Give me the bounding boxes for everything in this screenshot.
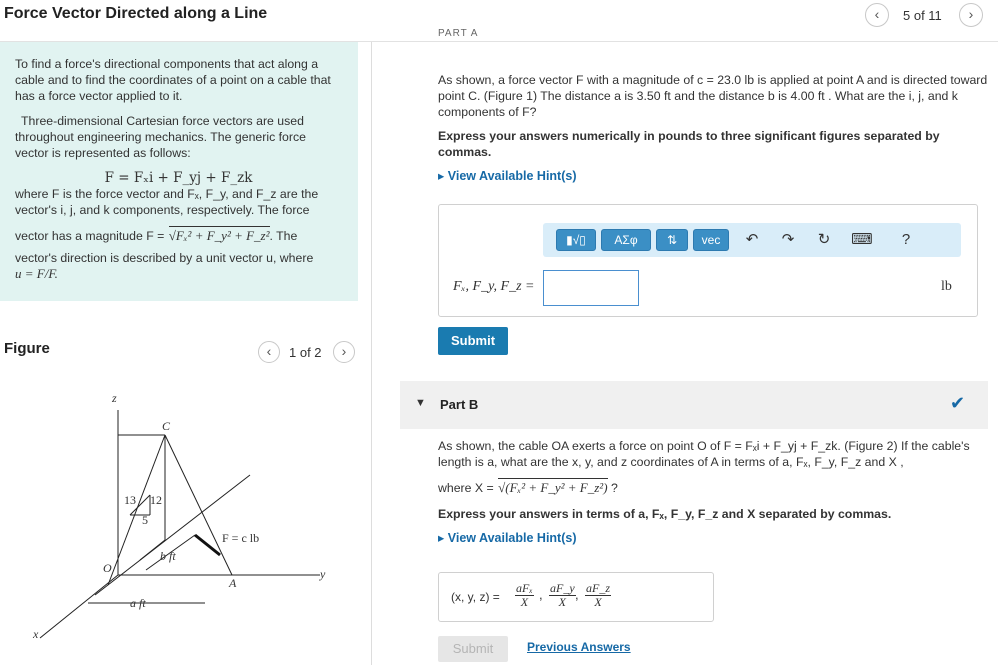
- figure-page-indicator: 1 of 2: [289, 345, 322, 360]
- magnitude-sqrt: √Fₓ² + F_y² + F_z²: [168, 228, 270, 243]
- part-b-question: As shown, the cable OA exerts a force on point O of F = Fₓi + F_yj + F_zk. (Figure 2) If the cable's length is a, what are the x, y, and z coordinates of A in terms of a, Fₓ, F_y, F_z and X ,: [438, 439, 970, 469]
- figure-next-button[interactable]: [333, 341, 355, 363]
- chevron-left-icon: ‹: [266, 343, 272, 359]
- xyz-label: (x, y, z) =: [451, 590, 500, 604]
- page-indicator: 5 of 11: [903, 8, 942, 23]
- force-vector-formula: F = Fₓi + F_yj + F_zk: [104, 170, 253, 186]
- force-label: F = c lb: [222, 531, 260, 545]
- next-page-button[interactable]: [959, 3, 983, 27]
- origin-label: O: [103, 561, 112, 575]
- intro-paragraph: Three-dimensional Cartesian force vectors are used throughout engineering mechanics. The generic force vector is represented as follows:: [15, 114, 306, 160]
- unit-vector-formula: u = F/F.: [15, 266, 58, 281]
- chevron-right-icon: ›: [341, 343, 347, 359]
- figure-heading: Figure: [4, 340, 50, 357]
- slope-12-label: 12: [150, 493, 162, 507]
- learning-goal-panel: [0, 42, 358, 301]
- part-b-header[interactable]: [400, 381, 988, 429]
- part-b-title: Part B: [440, 397, 479, 412]
- templates-button[interactable]: ▮√▯: [556, 229, 596, 251]
- vec-button[interactable]: vec: [693, 229, 729, 251]
- part-a-content: [438, 72, 988, 184]
- prev-page-button[interactable]: [865, 3, 889, 27]
- part-a-hint-link[interactable]: ▸ View Available Hint(s): [438, 169, 577, 183]
- slope-13-label: 13: [124, 493, 136, 507]
- undo-icon[interactable]: ↶: [745, 231, 759, 248]
- part-a-question: As shown, a force vector F with a magnitude of c = 23.0 lb is applied at point A and is directed toward point C. (Figure 1) The distance a is 3.50 ft and the distance b is 4.00 ft . What are the i, j, and k components of F?: [438, 73, 988, 119]
- z-label: z: [112, 391, 117, 405]
- x-label: x: [33, 627, 39, 641]
- a-dim-label: a ft: [130, 596, 146, 610]
- answer-input[interactable]: [543, 270, 639, 306]
- column-divider: [371, 42, 372, 665]
- intro-paragraph: To find a force's directional components that act along a cable and to find the coordinates of a point on a cable that has a force vector applied to it.: [15, 57, 331, 103]
- magnitude-line: vector has a magnitude F = √Fₓ² + F_y² + F_z². The: [15, 228, 298, 243]
- x-sqrt: √(Fₓ² + F_y² + F_z²): [498, 480, 608, 495]
- force-arrow: [195, 535, 220, 555]
- keyboard-icon[interactable]: ⌨: [851, 231, 873, 248]
- part-a-instructions: Express your answers numerically in pounds to three significant figures separated by commas.: [438, 129, 940, 159]
- x-axis: [40, 575, 118, 638]
- page-title: Force Vector Directed along a Line: [4, 5, 268, 22]
- check-icon: ✔: [950, 393, 966, 413]
- part-a-submit-button[interactable]: Submit: [438, 327, 508, 355]
- answer-label: Fₓ, F_y, F_z =: [453, 279, 535, 294]
- figure-diagram: [0, 380, 360, 665]
- part-b-hint-link[interactable]: ▸ View Available Hint(s): [438, 531, 577, 545]
- intro-paragraph: vector's direction is described by a unit vector u, where: [15, 251, 314, 265]
- answer-fraction-z: $\frac{aF\_z}{X}$: [586, 581, 610, 609]
- part-a-strip: PART A: [438, 28, 479, 39]
- part-b-submit-button[interactable]: Submit: [438, 636, 508, 662]
- intro-paragraph: where F is the force vector and Fₓ, F_y, and F_z are the vector's i, j, and k components, respectively. The force: [15, 187, 319, 217]
- math-toolbar: [543, 223, 961, 257]
- point-a-label: A: [229, 576, 237, 590]
- caret-down-icon: ▼: [415, 397, 426, 409]
- part-b-instructions: Express your answers in terms of a, Fₓ, F_y, F_z and X separated by commas.: [438, 507, 892, 521]
- greek-button[interactable]: ΑΣφ: [601, 229, 651, 251]
- part-a-answer-box: [438, 204, 978, 317]
- chevron-left-icon: ‹: [874, 6, 880, 22]
- slope-5-label: 5: [142, 513, 148, 527]
- part-b-content: [438, 438, 988, 546]
- part-b-answer-box: (x, y, z) = aFₓ X , $\frac{aF\_y}{X}$ , $\frac{aF\_z}{X}$: [438, 572, 714, 622]
- figure-prev-button[interactable]: [258, 341, 280, 363]
- b-dim-label: b ft: [160, 549, 176, 563]
- answer-fraction-y: $\frac{aF\_y}{X}$: [550, 581, 575, 609]
- reset-icon[interactable]: ↻: [817, 231, 831, 248]
- redo-icon[interactable]: ↷: [781, 231, 795, 248]
- chevron-right-icon: ›: [968, 6, 974, 22]
- answer-fraction-x: aFₓ X: [516, 581, 533, 609]
- point-c-label: C: [162, 419, 171, 433]
- answer-unit: lb: [941, 279, 952, 294]
- help-icon[interactable]: ?: [901, 231, 911, 248]
- header-bar: [0, 0, 998, 42]
- part-b-where-line: where X = √(Fₓ² + F_y² + F_z²) ?: [438, 480, 618, 495]
- previous-answers-link[interactable]: Previous Answers: [527, 640, 631, 654]
- y-label: y: [320, 567, 326, 581]
- subscript-button[interactable]: ⇅: [656, 229, 688, 251]
